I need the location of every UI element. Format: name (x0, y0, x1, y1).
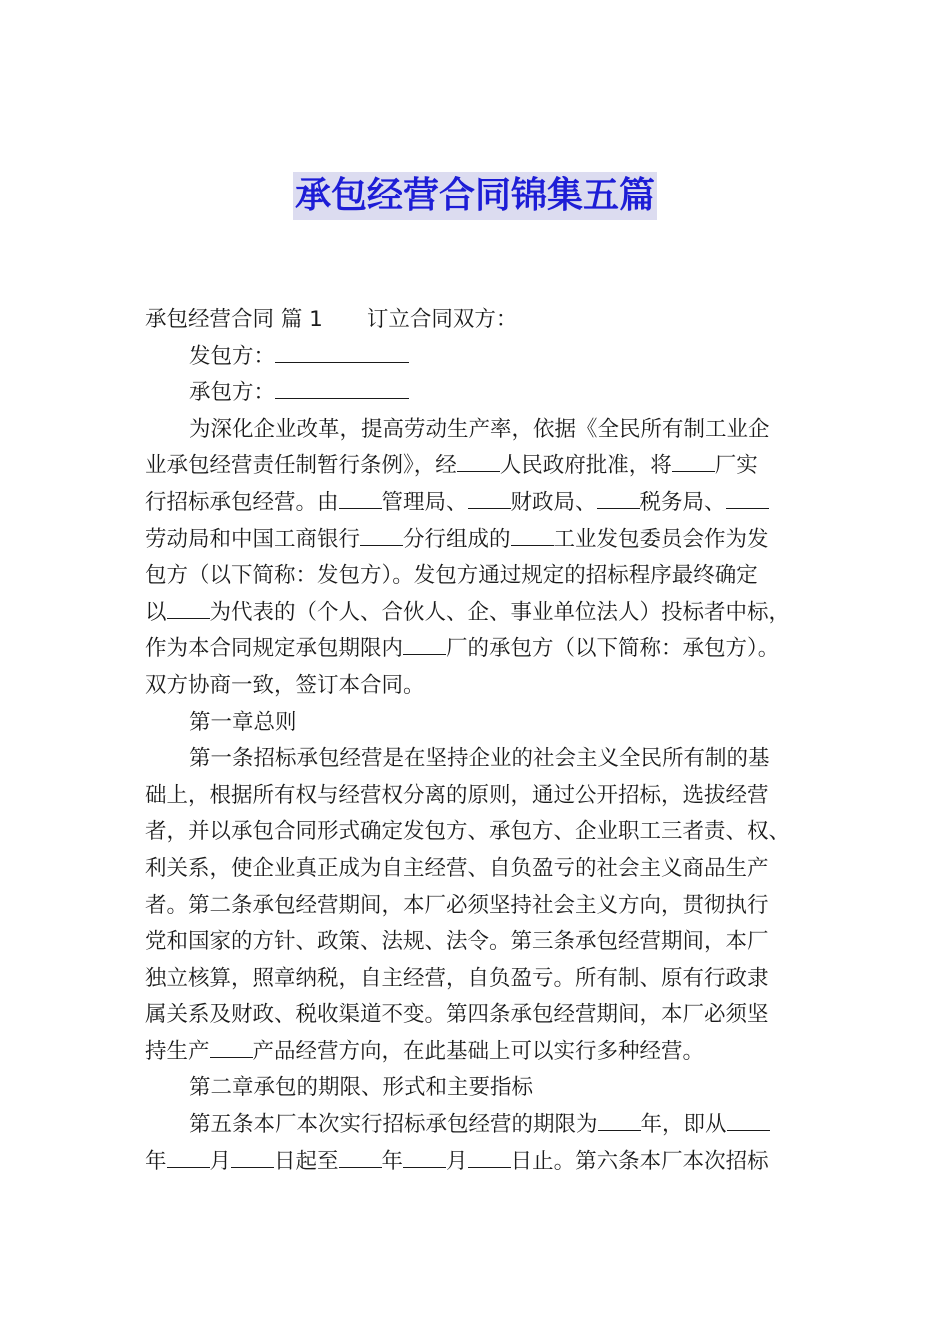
text-line (145, 851, 825, 888)
text: 产品经营方向，在此基础上可以实行多种经营。 (252, 1038, 705, 1064)
text: 础上，根据所有权与经营权分离的原则，通过公开招标，选拔经营 (145, 782, 769, 808)
blank-field (339, 490, 382, 509)
blank-field (403, 1149, 446, 1168)
contract-heading (145, 302, 825, 339)
text-line (145, 888, 825, 925)
text: 者，并以承包合同形式确定发包方、承包方、企业职工三者责、权、 (145, 819, 791, 845)
text: 月 (446, 1148, 468, 1174)
blank-field (672, 453, 715, 472)
text: 第一条招标承包经营是在坚持企业的社会主义全民所有制的基 (189, 746, 770, 772)
text: 税务局、 (639, 489, 726, 515)
blank-field (457, 453, 500, 472)
text: 劳动局和中国工商银行 (145, 526, 361, 552)
paragraph-preamble (145, 412, 825, 705)
text-line (145, 595, 825, 632)
blank-field (727, 1112, 770, 1131)
text-line (145, 924, 825, 961)
text-line (145, 1107, 825, 1144)
text: 党和国家的方针、政策、法规、法令。第三条承包经营期间，本厂 (145, 929, 769, 955)
contract-number: 承包经营合同 篇 1 (145, 307, 323, 332)
text: 年 (145, 1148, 167, 1174)
text: 业承包经营责任制暂行条例》，经 (145, 453, 457, 479)
blank-field (167, 1149, 210, 1168)
chapter-1-heading (145, 705, 825, 742)
text-line (145, 741, 825, 778)
blank-field (339, 1149, 382, 1168)
blank-field (210, 1039, 253, 1058)
text: 利关系，使企业真正成为自主经营、自负盈亏的社会主义商品生产 (145, 855, 769, 881)
blank-field (598, 1112, 641, 1131)
text-line (145, 448, 825, 485)
blank-field (468, 1149, 511, 1168)
title-container (0, 172, 950, 220)
contract-intro: 订立合同双方： (366, 307, 518, 332)
text: 月 (209, 1148, 232, 1174)
text: 人民政府批准，将 (499, 453, 672, 479)
text: 为深化企业改革，提高劳动生产率，依据《全民所有制工业企 (189, 416, 770, 442)
blank-field (511, 527, 554, 546)
document-body (145, 302, 825, 1180)
blank-field (275, 344, 409, 363)
text: 分行组成的 (403, 526, 511, 552)
text: 作为本合同规定承包期限内 (145, 636, 404, 662)
employer-line (145, 339, 825, 376)
contractor-label: 承包方： (189, 380, 276, 406)
text-line (145, 485, 825, 522)
text-line (145, 1034, 825, 1071)
text-line (145, 558, 825, 595)
blank-field (597, 490, 640, 509)
blank-field (403, 636, 446, 655)
text: 行招标承包经营。由 (145, 489, 339, 515)
text: 双方协商一致，签订本合同。 (145, 672, 425, 698)
text: 管理局、 (381, 489, 468, 515)
contractor-line (145, 375, 825, 412)
text-line (145, 668, 825, 705)
paragraph-chapter-1 (145, 741, 825, 1070)
blank-field (167, 600, 210, 619)
text-line (145, 412, 825, 449)
text: 持生产 (145, 1038, 210, 1064)
text: 属关系及财政、税收渠道不变。第四条承包经营期间，本厂必须坚 (145, 1002, 769, 1028)
text: 年，即从 (640, 1112, 727, 1138)
text: 日起至 (274, 1148, 339, 1174)
text: 第一章总则 (189, 709, 297, 735)
chapter-2-heading (145, 1070, 825, 1107)
text-line (145, 961, 825, 998)
text: 厂的承包方（以下简称：承包方）。 (446, 636, 780, 662)
text-line (145, 631, 825, 668)
text: 第二章承包的期限、形式和主要指标 (189, 1075, 534, 1101)
text-line (145, 1144, 825, 1181)
text-line (145, 778, 825, 815)
text: 以 (145, 599, 167, 625)
blank-field (468, 490, 511, 509)
blank-field (275, 380, 409, 399)
text: 独立核算，照章纳税，自主经营，自负盈亏。所有制、原有行政隶 (145, 965, 769, 991)
blank-field (360, 527, 403, 546)
document-title: 承包经营合同锦集五篇 (293, 172, 657, 220)
text: 包方（以下简称：发包方）。发包方通过规定的招标程序最终确定 (145, 563, 758, 589)
text-line (145, 997, 825, 1034)
text: 工业发包委员会作为发 (553, 526, 769, 552)
text: 第五条本厂本次实行招标承包经营的期限为 (189, 1112, 598, 1138)
text: 日止。第六条本厂本次招标 (510, 1148, 769, 1174)
employer-label: 发包方： (189, 343, 276, 369)
text: 财政局、 (510, 489, 597, 515)
text: 年 (381, 1148, 404, 1174)
text-line (145, 522, 825, 559)
text: 为代表的（个人、合伙人、企、事业单位法人）投标者中标， (209, 599, 791, 625)
text-line (145, 814, 825, 851)
blank-field (726, 490, 769, 509)
blank-field (231, 1149, 274, 1168)
paragraph-chapter-2 (145, 1107, 825, 1180)
text: 者。第二条承包经营期间，本厂必须坚持社会主义方向，贯彻执行 (145, 892, 769, 918)
text: 厂实 (714, 453, 758, 479)
